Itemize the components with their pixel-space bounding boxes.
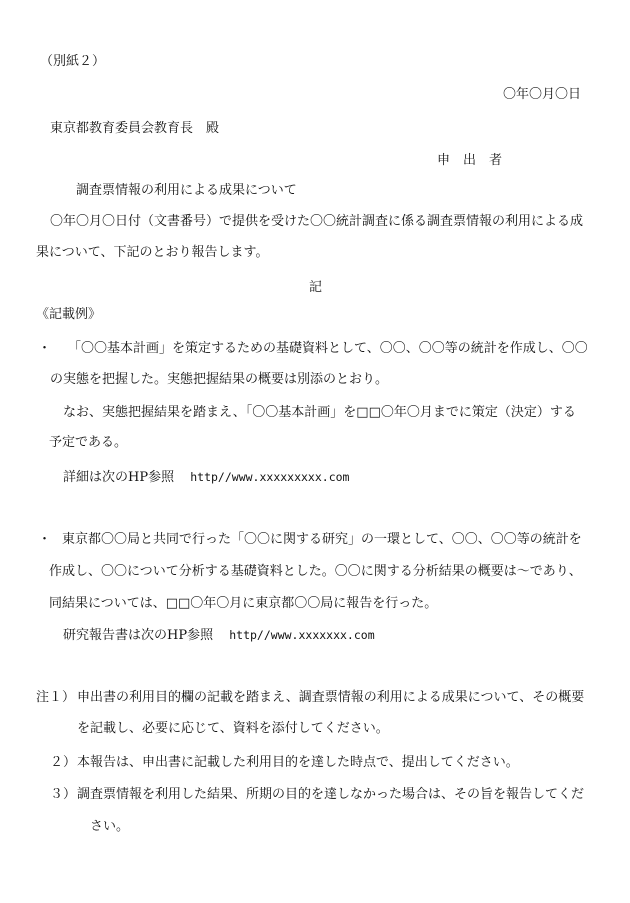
report-reference [63, 626, 375, 645]
example-text-line: 同結果については、□□〇年〇月に東京都〇〇局に報告を行った。 [49, 596, 438, 611]
note-text-line: 申出書の利用目的欄の記載を踏まえ、調査票情報の利用による成果について、その概要 [77, 690, 585, 705]
example-text-line: 作成し、〇〇について分析する基礎資料とした。〇〇に関する分析結果の概要は～であり、 [49, 564, 582, 579]
note-text-line: 調査票情報を利用した結果、所期の目的を達しなかった場合は、その旨を報告してくだ [77, 787, 585, 802]
note-number: ２） [50, 755, 77, 770]
applicant-label: 申 出 者 [437, 153, 503, 168]
intro-text-line: 〇年〇月〇日付（文書番号）で提供を受けた〇〇統計調査に係る調査票情報の利用による成 [50, 214, 584, 229]
document-subject: 調査票情報の利用による成果について [76, 183, 297, 198]
note-number: 注１） [36, 690, 76, 705]
report-label: 研究報告書は次のHP参照 [63, 628, 214, 643]
attachment-label: （別紙２） [40, 54, 106, 69]
ki-heading: 記 [309, 280, 323, 295]
example-text-line: 「〇〇基本計画」を策定するための基礎資料として、〇〇、〇〇等の統計を作成し、〇〇 [68, 341, 588, 356]
detail-url: http//www.xxxxxxxxx.com [190, 470, 350, 484]
example-heading: 《記載例》 [36, 307, 102, 322]
detail-reference [63, 468, 349, 487]
example-text-line: の実態を把握した。実態把握結果の概要は別添のとおり。 [50, 372, 389, 387]
intro-text-line: 果について、下記のとおり報告します。 [36, 245, 269, 260]
example-text-line: なお、実態把握結果を踏まえ、「〇〇基本計画」を□□〇年〇月までに策定（決定）する [63, 405, 576, 420]
note-text-line: を記載し、必要に応じて、資料を添付してください。 [77, 721, 389, 736]
bullet: ・ [38, 532, 52, 547]
example-text-line: 東京都〇〇局と共同で行った「〇〇に関する研究」の一環として、〇〇、〇〇等の統計を [62, 532, 582, 547]
note-number: ３） [50, 787, 77, 802]
bullet: ・ [38, 341, 52, 356]
recipient: 東京都教育委員会教育長 殿 [50, 121, 220, 136]
example-text-line: 予定である。 [49, 435, 128, 450]
detail-label: 詳細は次のHP参照 [63, 470, 175, 485]
note-text-line: さい。 [90, 819, 130, 834]
note-text-line: 本報告は、申出書に記載した利用目的を達した時点で、提出してください。 [77, 755, 519, 770]
report-date: 〇年〇月〇日 [503, 87, 582, 102]
report-url: http//www.xxxxxxx.com [229, 628, 375, 642]
